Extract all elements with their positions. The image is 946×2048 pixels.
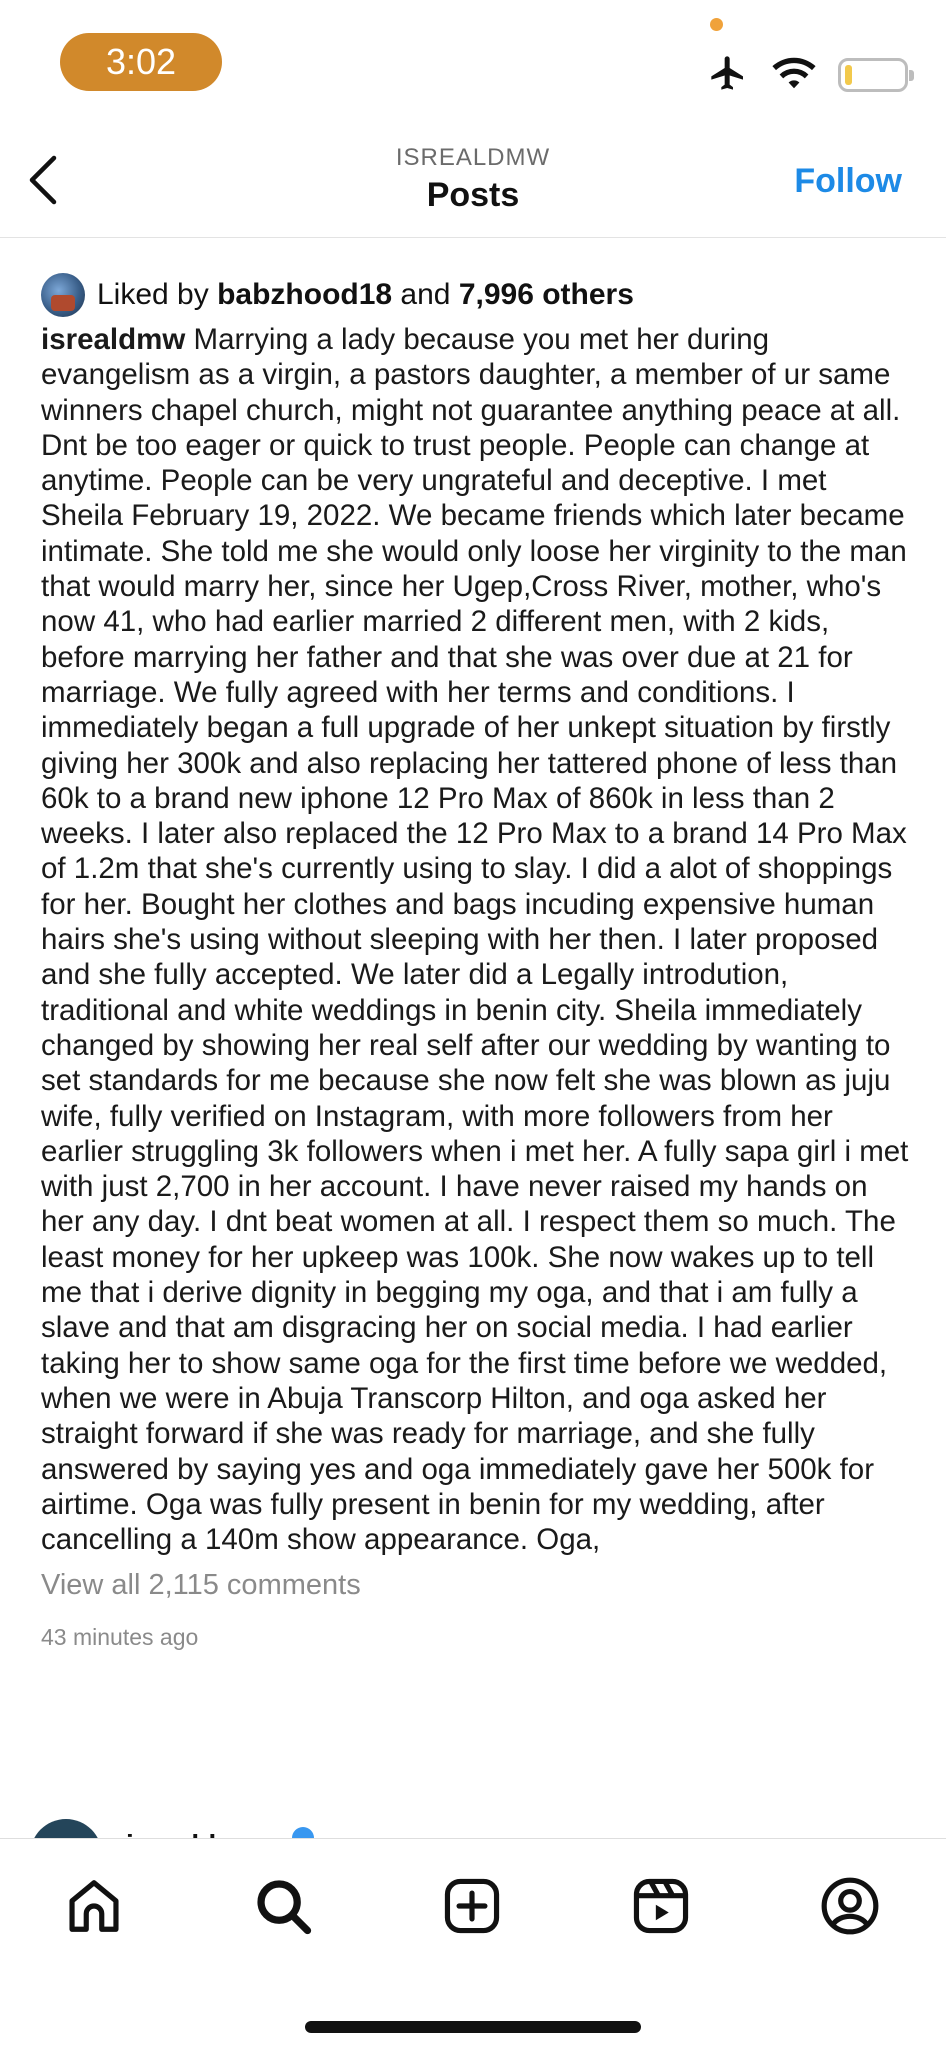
view-comments-link[interactable]: View all 2,115 comments — [41, 1569, 361, 1602]
status-bar — [0, 0, 946, 120]
nav-home-button[interactable] — [59, 1871, 129, 1941]
create-post-icon — [441, 1875, 503, 1937]
caption-text: Marrying a lady because you met her during evangelism as a virgin, a pastors daughter, a member of ur same winners chapel church, might not guarantee anything peace at all. Dnt be too eager or quick to trust people. People can change at anytime. People can be very ungrateful and deceptive. I met Sheila February 19, 2022. We became friends which later became intimate. She told me she would only loose her virginity to the man that would marry her, since her Ugep,Cross River, mother, who's now 41, who had earlier married 2 different men, with 2 kids, before marrying her father and that she was over due at 21 for marriage. We fully agreed with her terms and conditions. I immediately began a full upgrade of her unkept situation by firstly giving her 300k and also replacing her tattered phone of less than 60k to a brand new iphone 12 Pro Max of 860k in less than 2 weeks. I later also replaced the 12 Pro Max to a brand 14 Pro Max of 1.2m that she's currently using to slay. I did a alot of shoppings for her. Bought her clothes and bags incuding expensive human hairs she's using without sleeping with her then. I later proposed and she fully accepted. We later did a Legally introdution, traditional and white weddings in benin city. Sheila immediately changed by showing her real self after our wedding by wanting to set standards for me because she now felt she was blown as juju wife, fully verified on Instagram, with more followers from her earlier struggling 3k followers when i met her. A fully sapa girl i met with just 2,700 in her account. I have never raised my hands on her any day. I dnt beat women at all. I respect them so much. The least money for her upkeep was 100k. She now wakes up to tell me that i derive dignity in begging my oga, and that i am fully a slave and that am disgracing her on social media. I had earlier taking her to show same oga for the first time before we wedded, when we were in Abuja Transcorp Hilton, and oga asked her straight forward if she was ready for marriage, and she fully answered by saying yes and oga immediately gave her 500k for airtime. Oga was fully present in benin for my wedding, after cancelling a 140m show appearance. Oga, — [41, 323, 909, 1557]
nav-search-button[interactable] — [248, 1871, 318, 1941]
battery-icon — [838, 58, 908, 92]
reels-icon — [630, 1875, 692, 1937]
home-icon — [63, 1875, 125, 1937]
post — [41, 272, 911, 1651]
status-time[interactable]: 3:02 — [60, 33, 222, 91]
likes-row[interactable] — [41, 272, 911, 318]
nav-profile-button[interactable] — [815, 1871, 885, 1941]
next-post-header — [30, 1815, 230, 1840]
page-title: Posts — [426, 176, 520, 214]
follow-button[interactable]: Follow — [794, 162, 902, 200]
bottom-navigation — [0, 1838, 946, 2048]
liked-by-user[interactable]: babzhood18 — [217, 278, 393, 311]
wifi-icon — [772, 55, 816, 96]
likes-text[interactable]: Liked by babzhood18 and 7,996 others — [97, 278, 634, 311]
search-icon — [252, 1875, 314, 1937]
post-caption — [41, 322, 911, 1557]
caption-username[interactable]: isrealdmw — [41, 323, 186, 356]
nav-create-button[interactable] — [437, 1871, 507, 1941]
liked-by-others[interactable]: 7,996 others — [458, 278, 634, 311]
post-timestamp: 43 minutes ago — [41, 1624, 199, 1651]
liker-avatar[interactable] — [41, 273, 85, 317]
home-indicator[interactable] — [305, 2021, 641, 2033]
profile-icon — [819, 1875, 881, 1937]
status-icons — [706, 52, 908, 98]
header-username: ISREALDMW — [395, 144, 551, 171]
nav-reels-button[interactable] — [626, 1871, 696, 1941]
airplane-mode-icon — [706, 53, 750, 98]
privacy-indicator-dot — [710, 18, 723, 31]
posts-header — [0, 120, 946, 238]
